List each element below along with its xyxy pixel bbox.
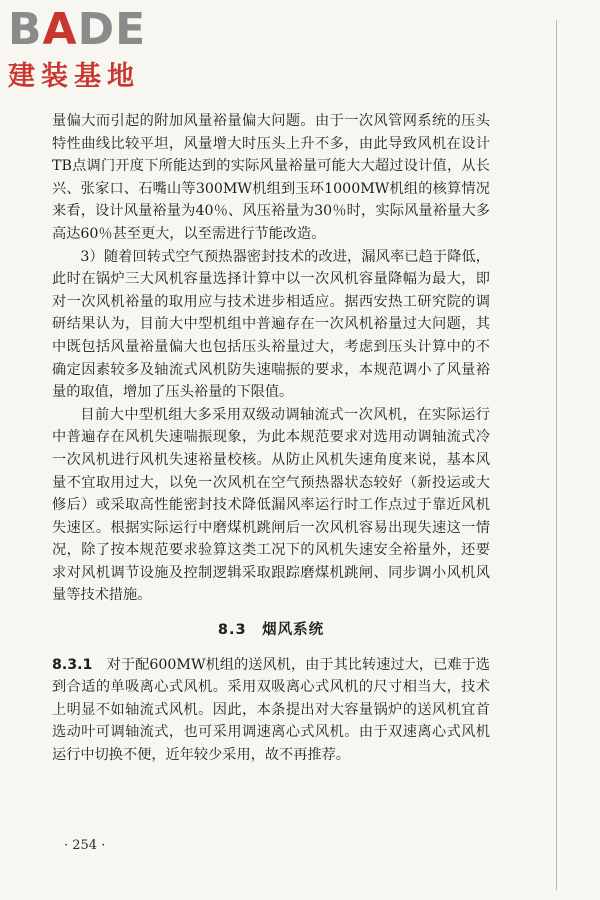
logo-letter-a: A xyxy=(42,4,78,55)
section-heading: 8.3 烟风系统 xyxy=(217,622,325,639)
brand-logo xyxy=(8,6,178,96)
paragraph-item-3: 3）随着回转式空气预热器密封技术的改进，漏风率已趋于降低，此时在锅炉三大风机容量选择计算中以一次风机容量降幅为最大，即对一次风机裕量的取用应与技术进步相适应。据西安热工研究院的调研结果认为，目前大中型机组中普遍存在一次风机裕量过大问题，其中既包括风量裕量偏大也包括压头裕量过大，考虑到压头计算中的不确定因素较多及轴流式风机防失速喘振的要求，本规范调小了风量裕量的取值，增加了压头裕量的下限值。 xyxy=(52,248,490,401)
page-number: · 254 · xyxy=(64,838,106,853)
paragraph-stall-margin: 目前大中型机组大多采用双级动调轴流式一次风机，在实际运行中普遍存在风机失速喘振现象，为此本规范要求对选用动调轴流式冷一次风机进行风机失速裕量校核。从防止风机失速角度来说，基本风量不宜取用过大，以免一次风机在空气预热器状态较好（新投运或大修后）或采取高性能密封技术降低漏风率运行时工作点过于靠近风机失速区。根据实际运行中磨煤机跳闸后一次风机容易出现失速这一情况，除了按本规范要求验算这类工况下的风机失速安全裕量外，还要求对风机调节设施及控制逻辑采取跟踪磨煤机跳闸、同步调小风机风量等技术措施。 xyxy=(52,406,490,604)
page-edge-line xyxy=(556,20,557,890)
document-body xyxy=(52,110,490,767)
logo-letter-b: B xyxy=(8,4,43,55)
logo-letters-de: DE xyxy=(77,4,147,55)
logo-subtitle: 建装基地 xyxy=(8,61,140,92)
clause-text: 对于配600MW机组的送风机，由于其比转速过大，已难于选到合适的单吸离心式风机。采用双吸离心式风机的尺寸相当大，技术上明显不如轴流式风机。因此，本条提出对大容量锅炉的送风机宜首选动叶可调轴流式，也可采用调速离心式风机。由于双速离心式风机运行中切换不便，近年较少采用，故不再推荐。 xyxy=(52,656,490,764)
logo-wordmark xyxy=(8,6,146,54)
clause-number: 8.3.1 xyxy=(52,656,93,673)
paragraph-continuation: 量偏大而引起的附加风量裕量偏大问题。由于一次风管网系统的压头特性曲线比较平坦，风量增大时压头上升不多，由此导致风机在设计TB点调门开度下所能达到的实际风量裕量可能大大超过设计值，从长兴、张家口、石嘴山等300MW机组到玉环1000MW机组的核算情况来看，设计风量裕量为40％、风压裕量为30％时，实际风量裕量大多高达60％甚至更大，以至需进行节能改造。 xyxy=(52,113,490,242)
clause-paragraph xyxy=(52,654,490,767)
